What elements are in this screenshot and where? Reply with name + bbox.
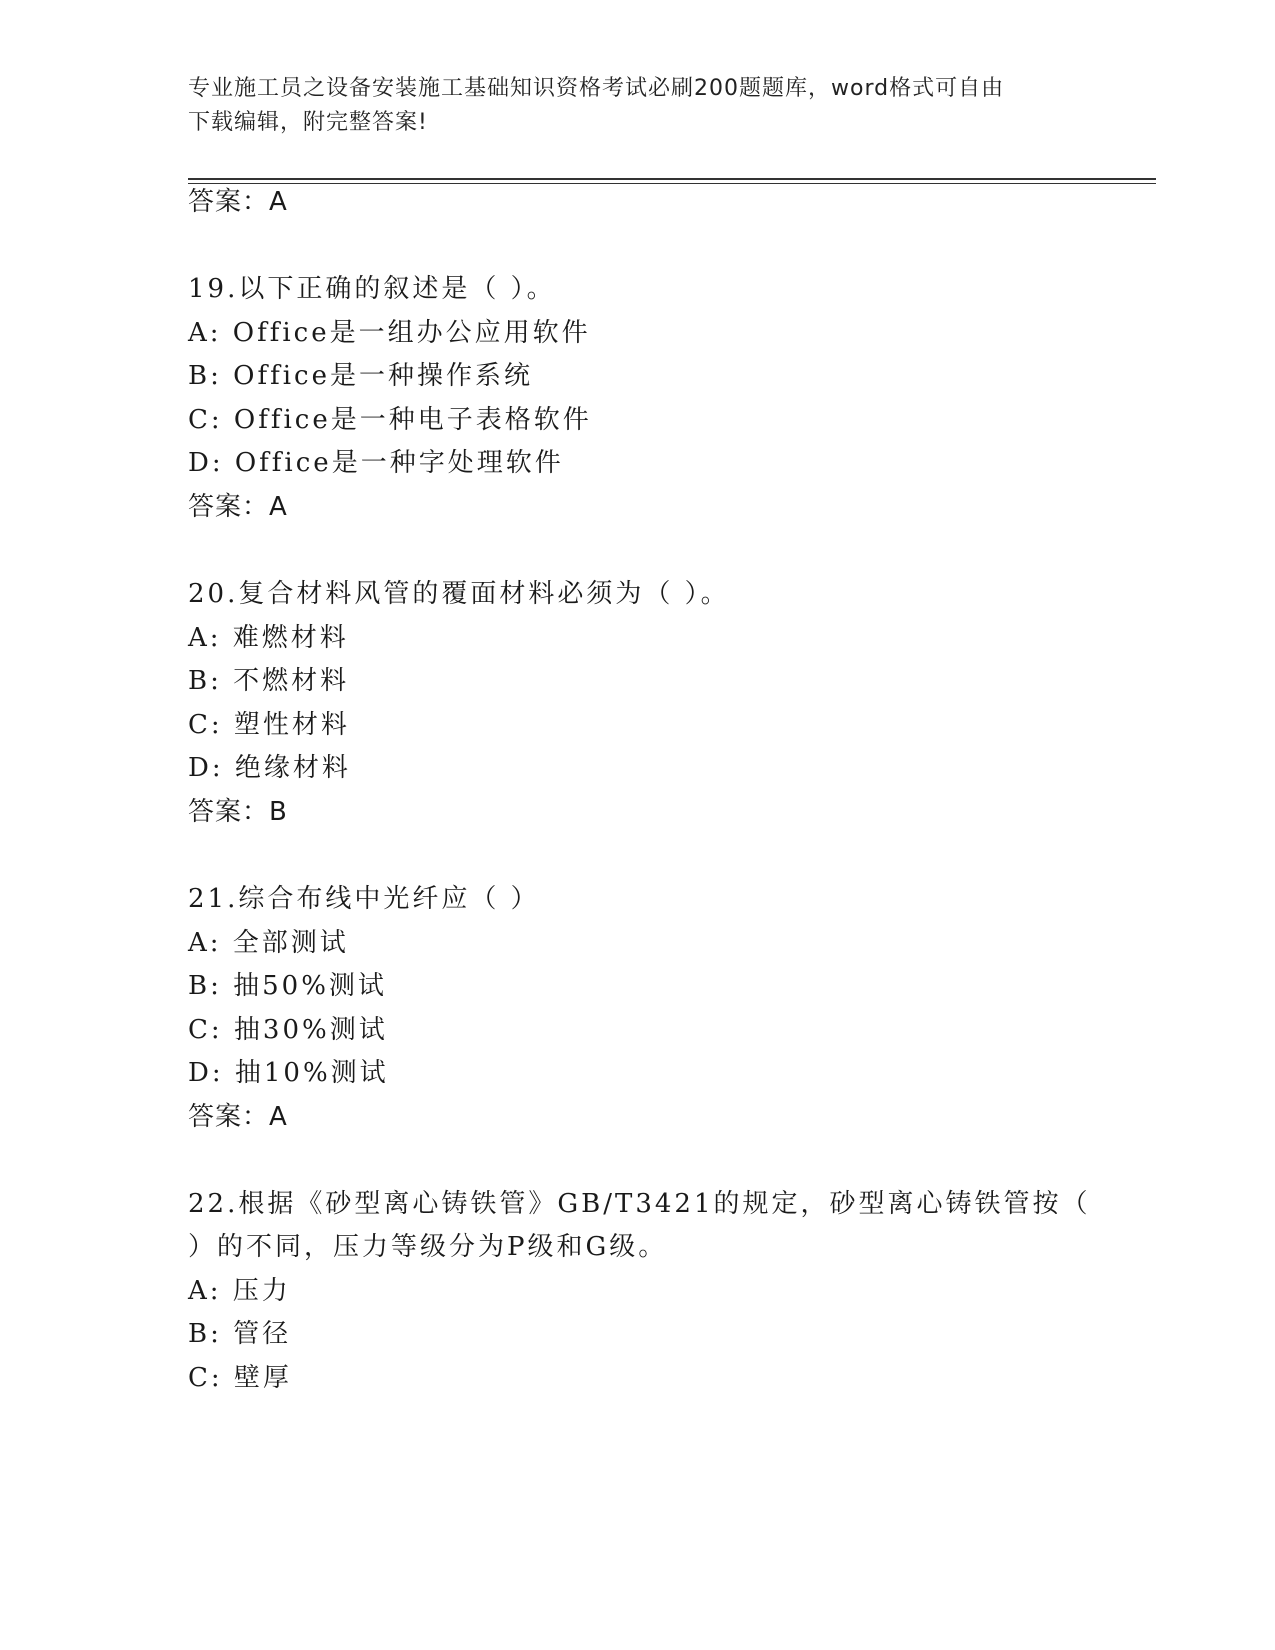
- question-22-option-b: B: 管径: [188, 1319, 292, 1349]
- previous-answer: 答案：A: [188, 187, 288, 217]
- question-19-option-b: B: Office是一种操作系统: [188, 361, 533, 391]
- question-20-option-c: C: 塑性材料: [188, 710, 350, 740]
- question-22-option-a: A: 压力: [188, 1276, 291, 1306]
- question-21-option-c: C: 抽30%测试: [188, 1015, 388, 1045]
- question-20-stem: 20.复合材料风管的覆面材料必须为（ ）。: [188, 579, 730, 609]
- question-22-stem-line-2: ）的不同，压力等级分为P级和G级。: [188, 1232, 668, 1262]
- header-divider-thin: [188, 183, 1156, 184]
- header-line-2: 下载编辑，附完整答案!: [188, 110, 428, 135]
- question-19-option-c: C: Office是一种电子表格软件: [188, 405, 592, 435]
- question-21-option-d: D: 抽10%测试: [188, 1058, 389, 1088]
- question-20-option-a: A: 难燃材料: [188, 623, 349, 653]
- question-21-option-b: B: 抽50%测试: [188, 971, 387, 1001]
- question-19-option-d: D: Office是一种字处理软件: [188, 448, 564, 478]
- question-20-option-d: D: 绝缘材料: [188, 753, 351, 783]
- question-19-stem: 19.以下正确的叙述是（ ）。: [188, 274, 556, 304]
- question-22-stem-line-1: 22.根据《砂型离心铸铁管》GB/T3421的规定，砂型离心铸铁管按（: [188, 1189, 1091, 1219]
- question-21-answer: 答案：A: [188, 1102, 288, 1132]
- question-21-stem: 21.综合布线中光纤应（ ）: [188, 884, 540, 914]
- question-20-answer: 答案：B: [188, 797, 288, 827]
- question-21-option-a: A: 全部测试: [188, 928, 349, 958]
- header-divider-thick: [188, 178, 1156, 180]
- header-line-1: 专业施工员之设备安装施工基础知识资格考试必刷200题题库，word格式可自由: [188, 76, 1005, 101]
- document-header: [188, 72, 1088, 140]
- question-22-option-c: C: 壁厚: [188, 1363, 292, 1393]
- question-19-option-a: A: Office是一组办公应用软件: [188, 318, 591, 348]
- question-19-answer: 答案：A: [188, 492, 288, 522]
- question-20-option-b: B: 不燃材料: [188, 666, 350, 696]
